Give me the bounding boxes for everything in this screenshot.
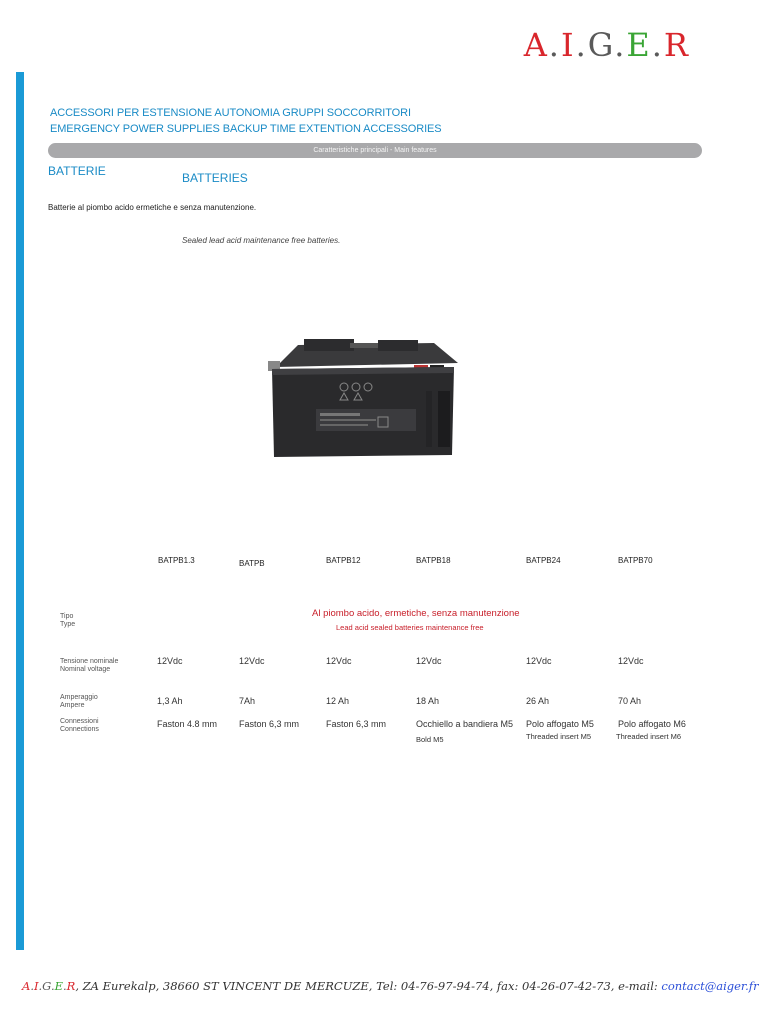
voltage-value: 12Vdc [416, 656, 442, 666]
logo-letter-e: E [626, 26, 652, 64]
footer-brand-letter: E [54, 979, 64, 993]
amperage-label-italian: Amperaggio [60, 694, 98, 701]
amperage-value: 12 Ah [326, 696, 350, 706]
connection-value: Faston 6,3 mm [239, 719, 300, 729]
amperage-value: 26 Ah [526, 696, 550, 706]
voltage-value: 12Vdc [157, 656, 183, 666]
model-batpb12: BATPB12 [326, 556, 361, 565]
footer-brand-letter: A [22, 979, 31, 993]
footer-brand-letter: G [42, 979, 51, 993]
connections-label-italian: Connessioni [60, 718, 99, 725]
amperage-value: 70 Ah [618, 696, 642, 706]
voltage-label-italian: Tensione nominale [60, 658, 119, 665]
logo-letter-r: R [663, 26, 690, 64]
amperage-label [60, 694, 98, 710]
connections-label [60, 718, 99, 734]
logo-letter-a: A [523, 26, 549, 64]
main-features-bar [48, 143, 702, 158]
logo-letter-g: G [587, 26, 615, 64]
product-title-english: BATTERIES [182, 171, 248, 185]
page-title-english: EMERGENCY POWER SUPPLIES BACKUP TIME EXTENTION ACCESSORIES [50, 123, 442, 135]
model-batpb: BATPB [239, 559, 265, 568]
description-english: Sealed lead acid maintenance free batteries. [182, 236, 341, 245]
type-value-italian: Al piombo acido, ermetiche, senza manutenzione [312, 608, 520, 619]
voltage-value: 12Vdc [239, 656, 265, 666]
logo-dot: . [614, 26, 627, 64]
footer-brand-letter: R [66, 979, 76, 993]
model-batpb18: BATPB18 [416, 556, 451, 565]
footer-brand-dot: . [30, 979, 34, 993]
description-italian: Batterie al piombo acido ermetiche e senza manutenzione. [48, 203, 257, 212]
footer-email-link[interactable]: contact@aiger.fr [661, 979, 759, 993]
voltage-value: 12Vdc [526, 656, 552, 666]
main-features-label: Caratteristiche principali - Main features [313, 147, 437, 154]
footer-brand-dot: . [50, 979, 55, 993]
connection-value: Polo affogato M5 [526, 719, 594, 729]
connection-value: Occhiello a bandiera M5 [416, 719, 514, 729]
footer-brand-letter: I [33, 979, 39, 993]
amperage-value: 18 Ah [416, 696, 440, 706]
connection-value: Faston 4.8 mm [157, 719, 218, 729]
voltage-value: 12Vdc [618, 656, 644, 666]
footer-contact [22, 979, 759, 993]
logo-dot: . [651, 26, 664, 64]
connection-subvalue: Threaded insert M5 [526, 732, 592, 741]
model-batpb24: BATPB24 [526, 556, 561, 565]
amperage-label-english: Ampere [60, 702, 85, 709]
connection-subvalue: Threaded insert M6 [616, 732, 682, 741]
amperage-value: 1,3 Ah [157, 696, 183, 706]
connection-value: Polo affogato M6 [618, 719, 686, 729]
voltage-label [60, 658, 118, 674]
connection-subvalue: Bold M5 [416, 735, 444, 744]
voltage-label-english: Nominal voltage [60, 666, 111, 673]
footer-brand-dot: . [38, 979, 43, 993]
aiger-logo [524, 26, 690, 64]
model-batpb70: BATPB70 [618, 556, 653, 565]
type-label [60, 613, 75, 629]
voltage-value: 12Vdc [326, 656, 352, 666]
left-accent-bar [16, 72, 24, 950]
type-label-italian: Tipo [60, 613, 74, 620]
battery-image [258, 337, 464, 457]
footer-address: , ZA Eurekalp, 38660 ST VINCENT DE MERCUZE, Tel: 04-76-97-94-74, fax: 04-26-07-42-73, e-mail: [75, 979, 662, 993]
amperage-value: 7Ah [239, 696, 256, 706]
type-label-english: Type [60, 621, 76, 628]
footer-brand-dot: . [63, 979, 67, 993]
type-value-english: Lead acid sealed batteries maintenance free [336, 623, 484, 632]
product-title-italian: BATTERIE [48, 164, 106, 178]
logo-dot: . [575, 26, 588, 64]
model-batpb1-3: BATPB1.3 [158, 556, 195, 565]
logo-dot: . [548, 26, 561, 64]
page-title-italian: ACCESSORI PER ESTENSIONE AUTONOMIA GRUPPI SOCCORRITORI [50, 107, 411, 119]
logo-letter-i: I [560, 26, 576, 64]
connection-value: Faston 6,3 mm [326, 719, 387, 729]
connections-label-english: Connections [60, 726, 99, 733]
